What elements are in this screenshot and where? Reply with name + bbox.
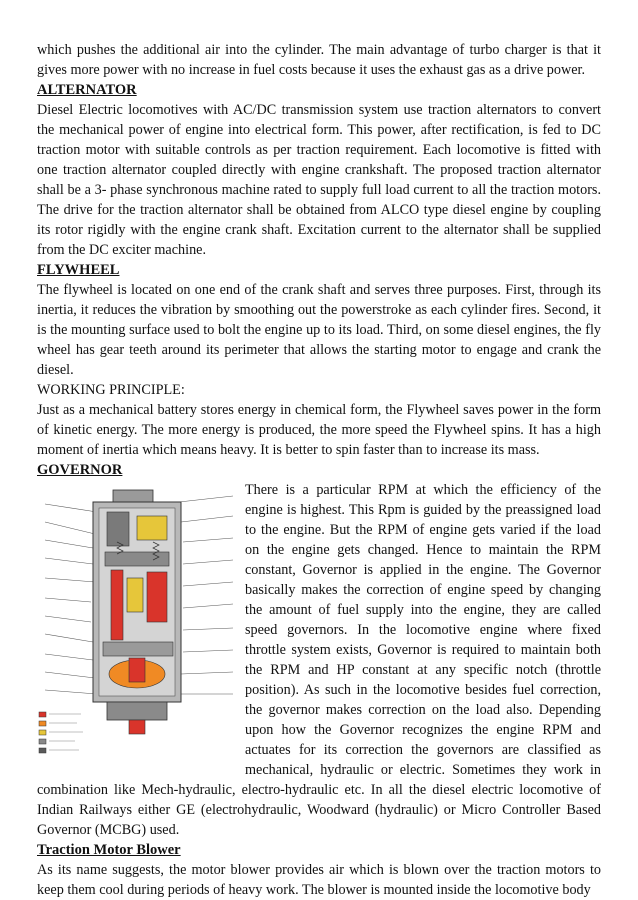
governor-heading: GOVERNOR [37,462,123,478]
flywheel-paragraph: The flywheel is located on one end of the crank shaft and serves three purposes. First, through its inertia, it reduces the vibration by smoothing out the powerstroke as each cylinder fires. Second, it is the mounting surface used to bolt the engine up to its load. Third, on some diesel engines, the fly wheel has gear teeth around its perimeter that allows the starting motor to engage and crank the diesel. [37,282,601,378]
working-principle-paragraph: Just as a mechanical battery stores energy in chemical form, the Flywheel saves power in the form of kinetic energy. The more energy is produced, the more speed the Flywheel spins. It has a high moment of inertia which means heavy. It is better to spin faster than to increase its mass. [37,402,601,458]
traction-motor-blower-heading: Traction Motor Blower [37,842,181,858]
intro-paragraph: which pushes the additional air into the cylinder. The main advantage of turbo charger is that it gives more power with no increase in fuel costs because it uses the exhaust gas as a drive power. [37,42,601,78]
alternator-heading: ALTERNATOR [37,82,137,98]
governor-section [37,480,601,840]
working-principle-heading: WORKING PRINCIPLE: [37,382,185,398]
alternator-paragraph: Diesel Electric locomotives with AC/DC transmission system use traction alternators to convert the mechanical power of engine into electrical form. This power, after rectification, is fed to DC traction motor with suitable controls as per traction requirement. Each locomotive is fitted with one traction alternator coupled directly with engine crankshaft. The proposed traction alternator shall be a 3- phase synchronous machine rated to supply full load current to all the traction motors. The drive for the traction alternator shall be obtained from ALCO type diesel engine by coupling its rotor rigidly with the engine crank shaft. Excitation current to the alternator shall be supplied from the DC exciter machine. [37,102,601,258]
flywheel-heading: FLYWHEEL [37,262,120,278]
governor-diagram [37,482,237,762]
governor-paragraph: There is a particular RPM at which the efficiency of the engine is highest. This Rpm is guided by the preassigned load to the engine. But the RPM of engine gets varied if the load on the engine gets changed. Hence to maintain the RPM constant, Governor is applied in the engine. The Governor basically makes the correction of engine speed by changing the amount of fuel supply into the engine, they are called speed governors. In the locomotive engine where fixed throttle system exists, Governor is required to maintain both the RPM and HP constant at any specific notch (throttle position). As such in the locomotive besides fuel correction, the governor makes correction on the load also. Depending upon how the Governor recognizes the engine RPM and actuates for its correction the governors are classified as mechanical, hydraulic or electric. Sometimes they work in combination like Mech-hydraulic, electro-hydraulic etc. In all the diesel electric locomotive of Indian Railways either GE (electrohydraulic, Woodward (hydraulic) or Micro Controller Based Governor (MCBG) used. [37,482,601,838]
governor-cutaway-illustration [37,482,237,762]
document-page [37,40,601,900]
traction-motor-blower-paragraph: As its name suggests, the motor blower provides air which is blown over the traction motors to keep them cool during periods of heavy work. The blower is mounted inside the locomotive body [37,862,601,898]
